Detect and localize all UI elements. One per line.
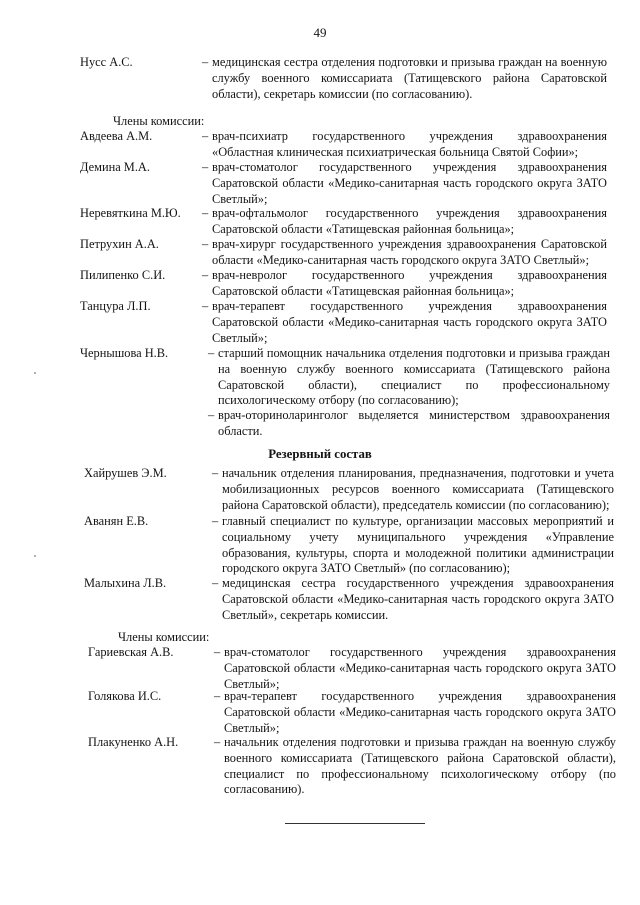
dash: – — [202, 129, 209, 143]
person-description: врач-стоматолог государственного учреждения здравоохранения Саратовской области «Медико-санитарная часть городского округа ЗАТО Светлый»; — [212, 160, 607, 206]
closing-rule — [285, 823, 425, 824]
note-text: врач-оториноларинголог выделяется министерством здравоохранения области. — [218, 408, 610, 438]
person-name: Чернышова Н.В. — [80, 346, 169, 360]
person-name: Неревяткина М.Ю. — [80, 206, 181, 220]
person-name: Нусс А.С. — [80, 55, 133, 69]
reserve-members-heading: Члены комиссии: — [118, 630, 210, 644]
dash: – — [208, 408, 215, 422]
person-description: врач-офтальмолог государственного учреждения здравоохранения Саратовской области «Татищевская районная больница»; — [212, 206, 607, 236]
dash: – — [202, 160, 209, 174]
person-description: главный специалист по культуре, организации массовых мероприятий и социальному учету муниципального учреждения «Управление образования, культуры, спорта и молодежной политики администрации городского округа ЗАТО Светлый» (по согласованию); — [222, 514, 614, 576]
dash: – — [212, 514, 219, 528]
person-name: Авдеева А.М. — [80, 129, 153, 143]
person-description: начальник отделения планирования, предназначения, подготовки и учета мобилизационных ресурсов военного комиссариата (Татищевского района Саратовской области), председатель комиссии (по согласованию); — [222, 466, 614, 512]
page-number: 49 — [313, 25, 327, 40]
person-description: старший помощник начальника отделения подготовки и призыва граждан на военную службу военного комиссариата (Татищевского района Саратовской области), специалист по профессиональному психологическому отбору (по согласованию); — [218, 346, 610, 408]
dash: – — [208, 346, 215, 360]
person-name: Петрухин А.А. — [80, 237, 159, 251]
dash: – — [202, 268, 209, 282]
dash: – — [202, 55, 209, 69]
person-name: Демина М.А. — [80, 160, 150, 174]
dash: – — [212, 466, 219, 480]
scan-dot — [34, 372, 36, 374]
members-heading: Члены комиссии: — [113, 114, 205, 128]
person-name: Малыхина Л.В. — [84, 576, 167, 590]
dash: – — [214, 645, 221, 659]
person-name: Хайрушев Э.М. — [84, 466, 167, 480]
person-name: Аванян Е.В. — [84, 514, 149, 528]
person-description: врач-терапевт государственного учреждения здравоохранения Саратовской области «Медико-санитарная часть городского округа ЗАТО Светлый»; — [224, 689, 616, 735]
reserve-heading: Резервный состав — [268, 447, 372, 461]
person-description: начальник отделения подготовки и призыва граждан на военную службу военного комиссариата (Татищевского района Саратовской области), специалист по профессиональному психологическому отбору (по согласованию). — [224, 735, 616, 797]
person-description: медицинская сестра отделения подготовки и призыва граждан на военную службу военного комиссариата (Татищевского района Саратовской области), секретарь комиссии (по согласованию). — [212, 55, 607, 101]
dash: – — [214, 735, 221, 749]
person-description: медицинская сестра государственного учреждения здравоохранения Саратовской области «Медико-санитарная часть городского округа ЗАТО Светлый», секретарь комиссии. — [222, 576, 614, 622]
person-description: врач-терапевт государственного учреждения здравоохранения Саратовской области «Медико-санитарная часть городского округа ЗАТО Светлый»; — [212, 299, 607, 345]
person-name: Плакуненко А.Н. — [88, 735, 179, 749]
person-name: Танцура Л.П. — [80, 299, 151, 313]
dash: – — [202, 299, 209, 313]
scan-dot — [34, 555, 36, 557]
person-description: врач-стоматолог государственного учреждения здравоохранения Саратовской области «Медико-санитарная часть городского округа ЗАТО Светлый»; — [224, 645, 616, 691]
dash: – — [212, 576, 219, 590]
dash: – — [202, 206, 209, 220]
dash: – — [202, 237, 209, 251]
person-name: Голякова И.С. — [88, 689, 162, 703]
person-description: врач-психиатр государственного учреждения здравоохранения «Областная клиническая психиатрическая больница Святой Софии»; — [212, 129, 607, 159]
dash: – — [214, 689, 221, 703]
person-description: врач-невролог государственного учреждения здравоохранения Саратовской области «Татищевская районная больница»; — [212, 268, 607, 298]
person-description: врач-хирург государственного учреждения здравоохранения Саратовской области «Медико-санитарная часть городского округа ЗАТО Светлый»; — [212, 237, 607, 267]
person-name: Пилипенко С.И. — [80, 268, 166, 282]
person-name: Гариевская А.В. — [88, 645, 174, 659]
